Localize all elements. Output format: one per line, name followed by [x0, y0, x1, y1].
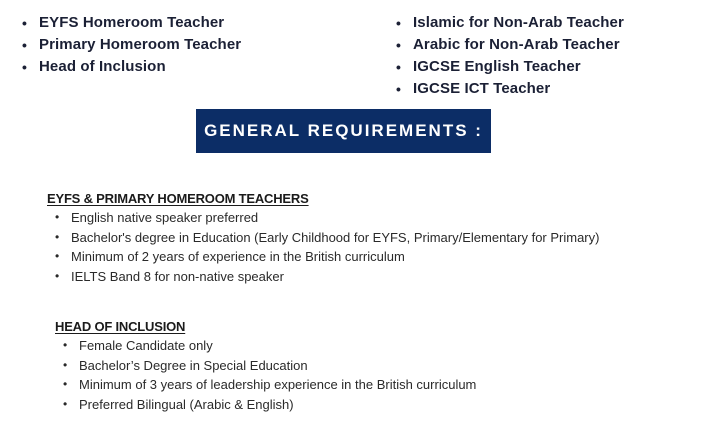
requirement-item — [55, 375, 476, 395]
requirement-item — [47, 247, 599, 267]
requirement-text: Preferred Bilingual (Arabic & English) — [79, 396, 294, 412]
position-item — [22, 34, 241, 56]
requirement-text: English native speaker preferred — [71, 210, 259, 225]
banner-title: GENERAL REQUIREMENTS : — [204, 121, 483, 140]
requirement-item — [55, 395, 476, 415]
position-label: EYFS Homeroom Teacher — [39, 14, 225, 31]
requirement-item — [55, 356, 476, 376]
position-item — [22, 56, 241, 78]
positions-left-column — [22, 12, 241, 78]
requirements-list — [47, 208, 599, 286]
bullet-icon: • — [63, 396, 68, 411]
position-label: Islamic for Non-Arab Teacher — [413, 14, 624, 31]
section-head-of-inclusion — [55, 318, 476, 414]
position-item — [396, 78, 624, 100]
bullet-icon: • — [396, 59, 402, 75]
requirements-list — [55, 336, 476, 414]
position-label: Head of Inclusion — [39, 58, 166, 75]
section-eyfs-primary — [47, 190, 599, 286]
requirement-text: Female Candidate only — [79, 338, 213, 353]
bullet-icon: • — [22, 37, 28, 53]
bullet-icon: • — [396, 81, 402, 97]
section-title: EYFS & PRIMARY HOMEROOM TEACHERS — [47, 191, 309, 206]
requirement-text: Minimum of 2 years of experience in the British curriculum — [71, 249, 405, 264]
requirement-item — [47, 228, 599, 248]
position-label: IGCSE ICT Teacher — [413, 80, 551, 97]
bullet-icon: • — [22, 59, 28, 75]
bullet-icon: • — [55, 229, 60, 244]
requirement-item — [47, 208, 599, 228]
requirement-text: Bachelor's degree in Education (Early Childhood for EYFS, Primary/Elementary for Primary) — [71, 229, 600, 245]
requirement-text: IELTS Band 8 for non-native speaker — [71, 268, 284, 284]
position-label: Primary Homeroom Teacher — [39, 36, 242, 53]
general-requirements-banner — [196, 109, 491, 153]
bullet-icon: • — [55, 249, 60, 263]
position-item — [396, 56, 624, 78]
bullet-icon: • — [396, 15, 402, 31]
bullet-icon: • — [63, 377, 68, 391]
bullet-icon: • — [55, 268, 60, 283]
requirement-text: Minimum of 3 years of leadership experience in the British curriculum — [79, 377, 477, 392]
position-item — [22, 12, 241, 34]
section-title: HEAD OF INCLUSION — [55, 319, 186, 334]
position-item — [396, 12, 624, 34]
requirement-text: Bachelor’s Degree in Special Education — [79, 357, 308, 373]
position-label: Arabic for Non-Arab Teacher — [413, 36, 620, 53]
bullet-icon: • — [55, 210, 60, 224]
position-label: IGCSE English Teacher — [413, 58, 581, 75]
positions-right-column — [396, 12, 624, 100]
bullet-icon: • — [396, 37, 402, 53]
requirement-item — [47, 267, 599, 287]
bullet-icon: • — [63, 338, 68, 352]
position-item — [396, 34, 624, 56]
requirement-item — [55, 336, 476, 356]
bullet-icon: • — [63, 357, 68, 372]
bullet-icon: • — [22, 15, 28, 31]
